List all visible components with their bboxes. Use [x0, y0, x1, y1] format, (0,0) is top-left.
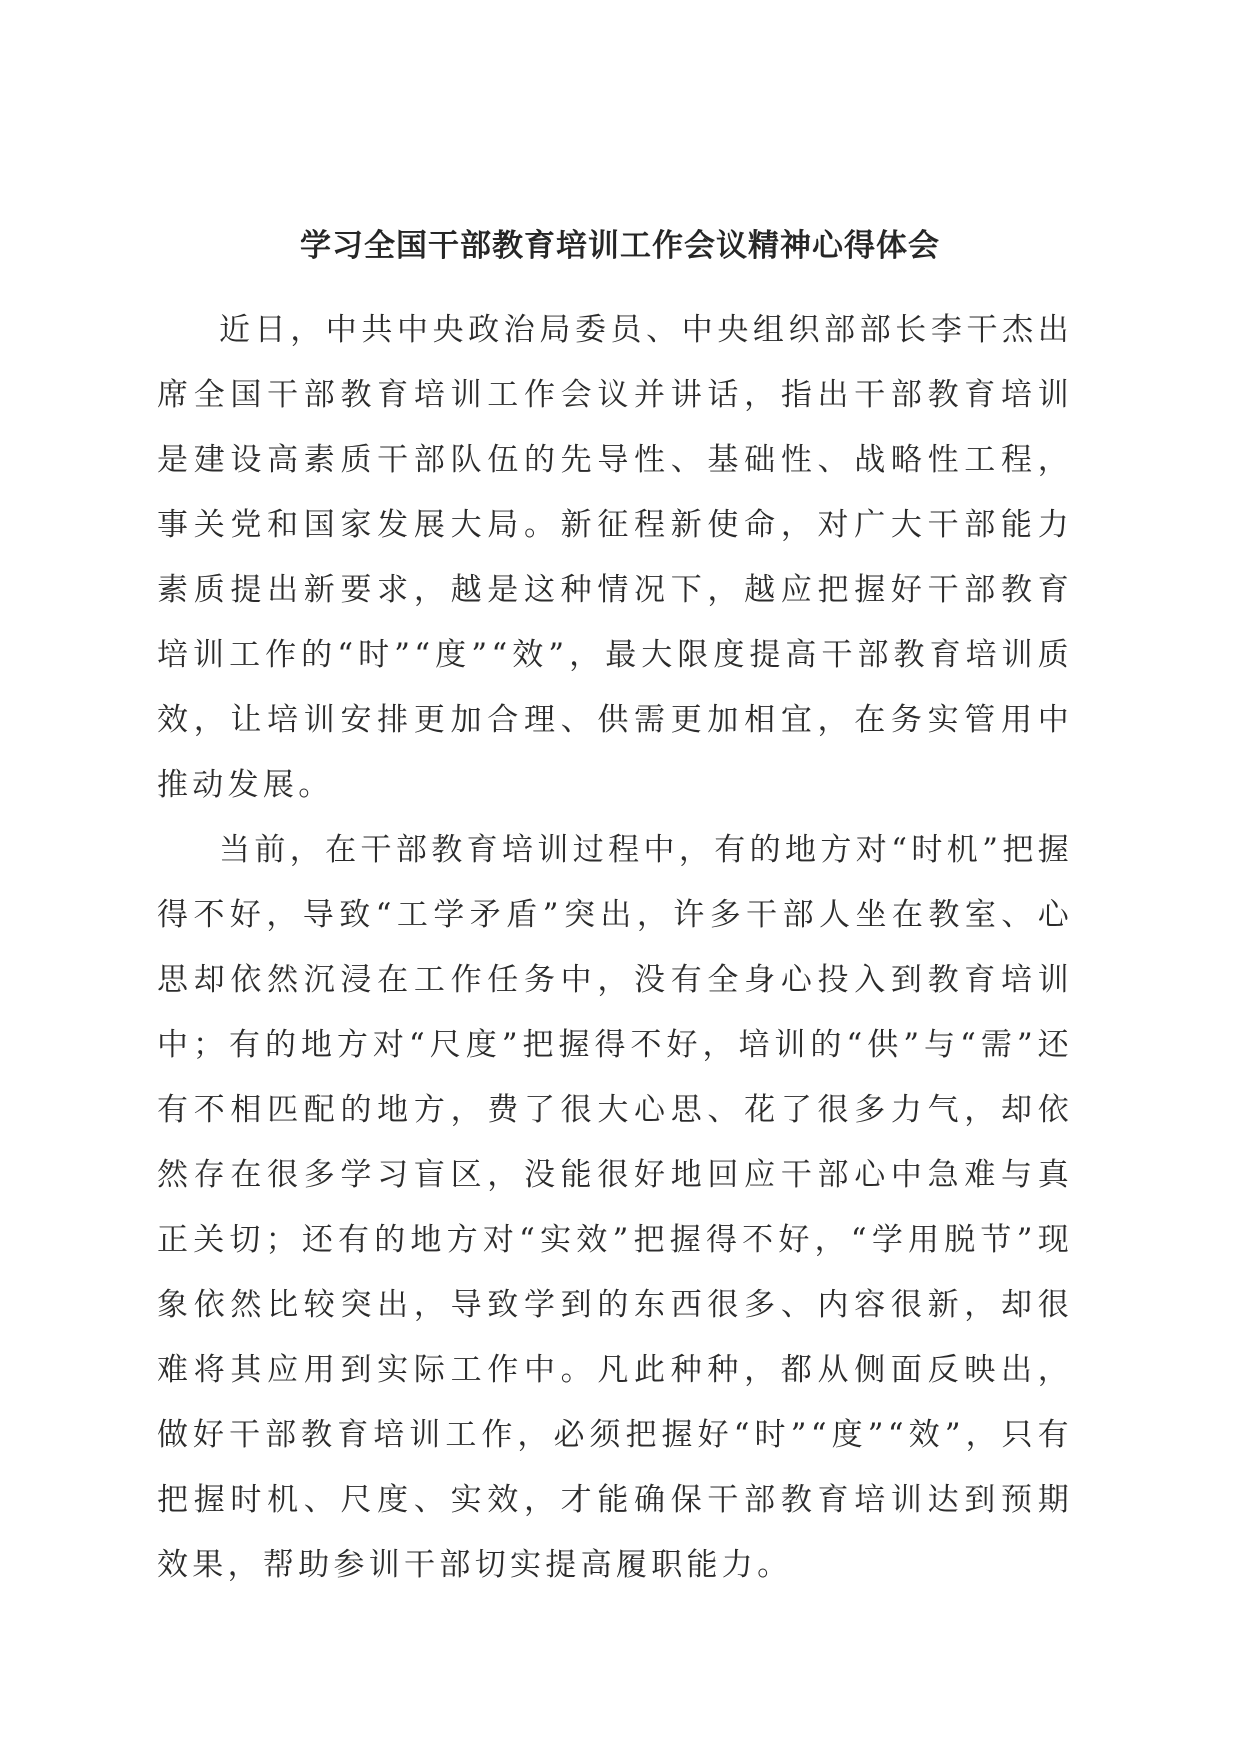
- paragraph-2: 当前，在干部教育培训过程中，有的地方对“时机”把握得不好，导致“工学矛盾”突出，许多干部人坐在教室、心思却依然沉浸在工作任务中，没有全身心投入到教育培训中；有的地方对“尺度”把握得不好，培训的“供”与“需”还有不相匹配的地方，费了很大心思、花了很多力气，却依然存在很多学习盲区，没能很好地回应干部心中急难与真正关切；还有的地方对“实效”把握得不好，“学用脱节”现象依然比较突出，导致学到的东西很多、内容很新，却很难将其应用到实际工作中。凡此种种，都从侧面反映出，做好干部教育培训工作，必须把握好“时”“度”“效”，只有把握时机、尺度、实效，才能确保干部教育培训达到预期效果，帮助参训干部切实提高履职能力。: [157, 832, 1073, 1583]
- document-body: [157, 298, 1073, 1598]
- document-title: 学习全国干部教育培训工作会议精神心得体会: [300, 228, 940, 264]
- paragraph-1: 近日，中共中央政治局委员、中央组织部部长李干杰出席全国干部教育培训工作会议并讲话，指出干部教育培训是建设高素质干部队伍的先导性、基础性、战略性工程，事关党和国家发展大局。新征程新使命，对广大干部能力素质提出新要求，越是这种情况下，越应把握好干部教育培训工作的“时”“度”“效”，最大限度提高干部教育培训质效，让培训安排更加合理、供需更加相宜，在务实管用中推动发展。: [157, 312, 1073, 803]
